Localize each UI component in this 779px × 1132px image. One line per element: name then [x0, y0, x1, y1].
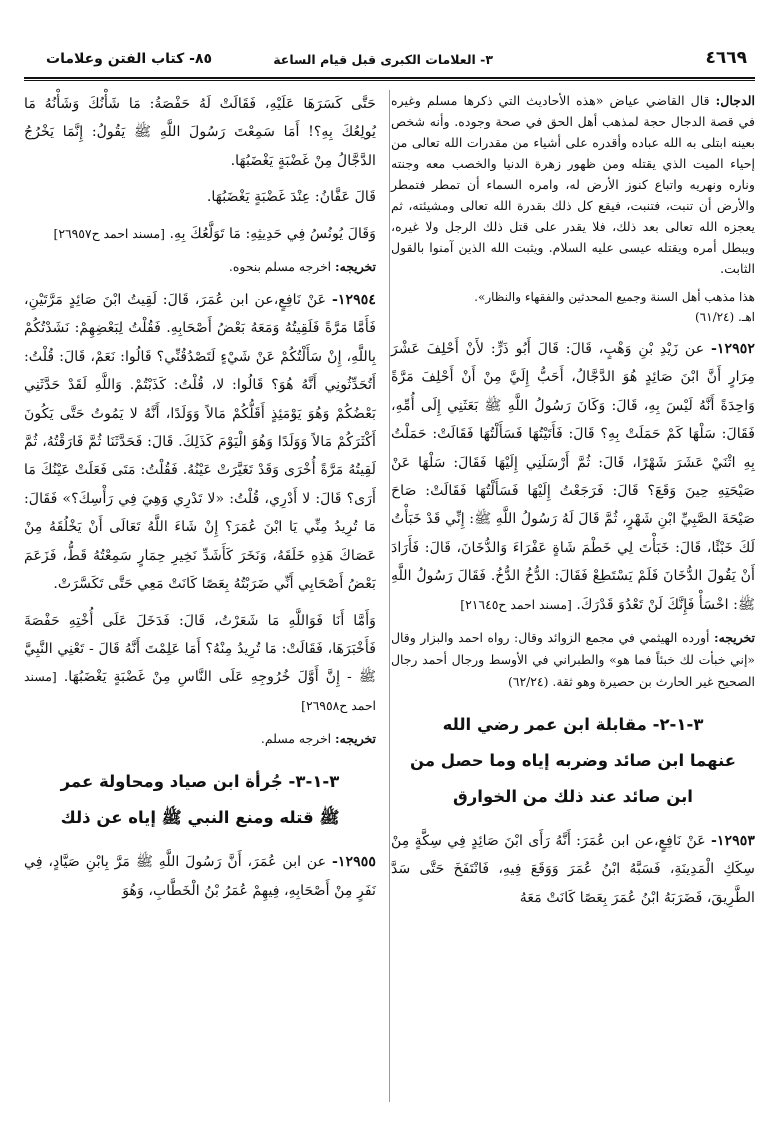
right-column — [391, 90, 755, 920]
hadith-text: عن زَيْدِ بْنِ وَهْبٍ، قَالَ: قَالَ أَبُو ذَرٍّ: لأَنْ أَحْلِفَ عَشْرَ مِرَارٍ أَنَّ ابْنَ صَائِدٍ هُوَ الدَّجَّالُ، أَحَبُّ إِلَيَّ مِنْ أَنْ أَحْلِفَ مَرَّةً وَاحِدَةً أَنَّهُ لَيْسَ بِهِ، قَالَ: وَكَانَ رَسُولُ اللَّهِ ﷺ بَعَثَنِي إِلَى أُمِّهِ، فَقَالَ: سَلْهَا كَمْ حَمَلَتْ بِهِ؟ قَالَ: فَأَتَيْتُهَا فَسَأَلْتُهَا فَقَالَتْ: حَمَلْتُ بِهِ اثْنَيْ عَشَرَ شَهْرًا، قَالَ: ثُمَّ أَرْسَلَنِي إِلَيْهَا فَقَالَ: سَلْهَا عَنْ صَيْحَتِهِ حِينَ وَقَعَ؟ قَالَ: فَرَجَعْتُ إِلَيْهَا فَسَأَلْتُهَا فَقَالَتْ: صَاحَ صَيْحَةَ الصَّبِيِّ ابْنِ شَهْرٍ، ثُمَّ قَالَ لَهُ رَسُولُ اللَّهِ ﷺ: إِنِّي قَدْ خَبَأْتُ لَكَ خَبْئًا، قَالَ: خَبَأْتَ لِي خَطْمَ شَاةٍ عَفْرَاءَ وَالدُّخَانَ، قَالَ: فَأَرَادَ أَنْ يَقُولَ الدُّخَانَ فَلَمْ يَسْتَطِعْ فَقَالَ: الدُّخُ الدُّخُ. فَقَالَ رَسُولُ اللَّهِ ﷺ: اخْسَأْ فَإِنَّكَ لَنْ تَعْدُوَ قَدْرَكَ. — [391, 341, 755, 613]
continuation-text: حَتَّى كَسَرَهَا عَلَيْهِ، فَقَالَتْ لَهُ حَفْصَةُ: مَا شَأْنُكَ وَشَأْنُهُ مَا يُولِعُكَ بِهِ؟! أَمَا سَمِعْتَ رَسُولَ اللَّهِ ﷺ يَقُولُ: إِنَّمَا يَخْرُجُ الدَّجَّالُ مِنْ غَضْبَةٍ يَغْضَبُهَا. — [24, 96, 376, 169]
hadith-12954 — [24, 286, 376, 598]
affan-text: قَالَ عَفَّانُ: عِنْدَ غَضْبَةٍ يَغْضَبُهَا. — [206, 189, 376, 206]
hadith-number: ١٢٩٥٤- — [332, 292, 376, 309]
header-rule — [24, 77, 755, 79]
running-title: ٣- العلامات الكبرى قبل قيام الساعة — [273, 52, 493, 67]
section-heading-3-1-3 — [24, 764, 376, 836]
section-heading-line: عنهما ابن صائد وضربه إياه وما حصل من — [410, 751, 736, 771]
intro-end-text: هذا مذهب أهل السنة وجميع المحدثين والفقهاء والنظار». — [474, 290, 755, 304]
intro-text: قال القاضي عياض «هذه الأحاديث التي ذكرها مسلم وغيره في قصة الدجال حجة لمذهب أهل الحق في صحة وجوده. وأنه شخص بعينه ابتلى به الله عباده وأقدره على أشياء من مقدرات الله تعالى من إحياء الميت الذي يقتله ومن ظهور زهرة الدنيا والخصب معه وجنته وناره ونهريه واتباع كنوز الأرض له، وامره السماء أن تمطر فتمطر والأرض أن تنبت، فتنبت، فيقع كل ذلك بقدرة الله تعالى ومشيئته، ثم يعجزه الله تعالى بعد ذلك، فلا يقدر على قتل ذلك الرجل ولا غيره، ويبطل أمره ويقتله عيسى عليه السلام. ويثبت الله الذين آمنوا بالقول الثابت. — [391, 93, 755, 276]
intro-reference: اهـ. (٦١/٢٤) — [694, 310, 755, 324]
hadith-12953 — [391, 827, 755, 912]
amma-reference: [مسند احمد ح٢٦٩٥٨] — [24, 669, 376, 713]
hadith-text: عن ابن عُمَرَ، أَنَّ رَسُولَ اللَّهِ ﷺ مَرَّ بِابْنِ صَيَّادٍ، فِي نَفَرٍ مِنْ أَصْحَابِهِ، فِيهِمْ عُمَرُ بْنُ الْخَطَّابِ، وَهُوَ — [24, 854, 376, 899]
takhrij-text: اخرجه مسلم بنحوه. — [228, 259, 332, 275]
takhrij-text: أورده الهيثمي في مجمع الزوائد وقال: رواه احمد والبزار وقال «إني خبأت لك خبئاً فما هو» والطبراني في الأوسط ورجال أحمد رجال الصحيح غير الحارث بن حصيرة وهو ثقة. — [391, 630, 755, 690]
takhrij-12952 — [391, 627, 755, 693]
takhrij-text: اخرجه مسلم. — [260, 731, 332, 747]
takhrij-12953 — [24, 256, 376, 278]
hadith-12952 — [391, 335, 755, 619]
section-heading-line: ابن صائد عند ذلك من الخوارق — [453, 787, 693, 807]
affan-note — [24, 183, 376, 211]
dajjal-intro — [391, 90, 755, 279]
page-header — [24, 44, 755, 74]
hadith-text: عَنْ نَافِعٍ،عن ابن عُمَرَ، قَالَ: لَقِيتُ ابْنَ صَائِدٍ مَرَّتَيْنِ، فَأَمَّا مَرَّةً فَلَقِيتُهُ وَمَعَهُ بَعْضُ أَصْحَابِهِ. فَقُلْتُ لِبَعْضِهِمْ: نَشَدْتُكُمْ بِاللَّهِ، إِنْ سَأَلْتُكُمْ عَنْ شَيْءٍ لَتَصْدُقُنِّي؟ قَالُوا: نَعَمْ، قَالَ: قُلْتُ: أَتُحَدِّثُونِي أَنَّهُ هُوَ؟ قَالُوا: لا، قُلْتُ: كَذَبْتُمْ. وَاللَّهِ لَقَدْ حَدَّثَنِي بَعْضُكُمْ وَهُوَ يَوْمَئِذٍ أَقَلُّكُمْ مَالاً وَوَلَدًا، أَنَّهُ لا يَمُوتُ حَتَّى يَكُونَ أَكْثَرَكُمْ مَالاً وَوَلَدًا وَهُوَ الْيَوْمَ كَذَلِكَ. قَالَ: فَحَدَّثَنَا ثُمَّ فَارَقْتُهُ، ثُمَّ لَقِيتُهُ مَرَّةً أُخْرَى وَقَدْ تَغَيَّرَتْ عَيْنُهُ. فَقُلْتُ: مَتَى فَعَلَتْ عَيْنُكَ مَا أَرَى؟ قَالَ: لا أَدْرِي، قُلْتُ: «لا تَدْرِي وَهِيَ فِي رَأْسِكَ؟» فَقَالَ: مَا تُرِيدُ مِنِّي يَا ابْنَ عُمَرَ؟ إِنْ شَاءَ اللَّهُ تَعَالَى أَنْ يَخْلُقَهُ مِنْ عَصَاكَ هَذِهِ خَلَقَهُ، وَنَخَرَ كَأَشَدِّ نَخِيرِ حِمَارٍ سَمِعْتُهُ قَطُّ، فَزَعَمَ بَعْضُ أَصْحَابِي أَنِّي ضَرَبْتُهُ بِعَصًا كَانَتْ مَعِي حَتَّى تَكَسَّرَتْ. — [24, 292, 376, 593]
takhrij-reference: (٦٢/٢٤) — [507, 674, 549, 690]
hadith-12953-continuation — [24, 90, 376, 175]
intro-end — [391, 287, 755, 327]
hadith-12954-continuation — [24, 607, 376, 721]
yunus-reference: [مسند احمد ح٢٦٩٥٧] — [53, 225, 166, 241]
column-divider — [389, 90, 390, 1102]
hadith-number: ١٢٩٥٢- — [710, 341, 755, 357]
hadith-12955 — [24, 848, 376, 905]
section-heading-line: ٣-١-٢- مقابلة ابن عمر رضي الله — [442, 715, 704, 735]
hadith-number: ١٢٩٥٥- — [331, 854, 376, 871]
hadith-number: ١٢٩٥٣- — [711, 833, 756, 850]
section-heading-line: ﷺ قتله ومنع النبي ﷺ إياه عن ذلك — [60, 808, 340, 828]
takhrij-label: تخريجه: — [335, 731, 376, 747]
section-heading-3-1-2 — [391, 707, 755, 815]
takhrij-label: تخريجه: — [714, 630, 755, 646]
page-number: ٤٦٦٩ — [705, 48, 747, 68]
left-column — [24, 90, 376, 913]
book-title: ٨٥- كتاب الفتن وعلامات — [46, 51, 213, 67]
takhrij-12954 — [24, 728, 376, 750]
intro-label: الدجال: — [715, 93, 755, 108]
section-heading-line: ٣-١-٣- جُرأة ابن صياد ومحاولة عمر — [60, 772, 340, 792]
amma-text: وَأَمَّا أَنَا فَوَاللَّهِ مَا شَعَرْتُ، قَالَ: فَدَخَلَ عَلَى أُخْتِهِ حَفْصَةَ فَأَخْبَرَهَا، فَقَالَتْ: مَا تُرِيدُ مِنْهُ؟ أَمَا عَلِمْتَ أَنَّهُ قَالَ - تَعْنِي النَّبِيَّ ﷺ - إِنَّ أَوَّلَ خُرُوجِهِ عَلَى النَّاسِ مِنْ غَضْبَةٍ يَغْضَبُهَا. — [24, 612, 376, 686]
hadith-reference: [مسند احمد ح٢١٦٤٥] — [460, 596, 572, 612]
hadith-text: عَنْ نَافِعٍ،عن ابن عُمَرَ: أَنَّهُ رَأَى ابْنَ صَائِدٍ فِي سِكَّةٍ مِنْ سِكَكِ الْمَدِينَةِ، فَسَبَّهُ ابْنُ عُمَرَ وَوَقَعَ فِيهِ، فَانْتَفَخَ حَتَّى سَدَّ الطَّرِيقَ، فَضَرَبَهُ ابْنُ عُمَرَ بِعَصًا كَانَتْ مَعَهُ — [391, 833, 755, 906]
takhrij-label: تخريجه: — [335, 259, 376, 275]
header-rule-thin — [24, 80, 755, 81]
yunus-text: وَقَالَ يُونُسُ فِي حَدِيثِهِ: مَا تَوَلَّعُكَ بِهِ. — [169, 225, 376, 242]
yunus-note — [24, 220, 376, 248]
